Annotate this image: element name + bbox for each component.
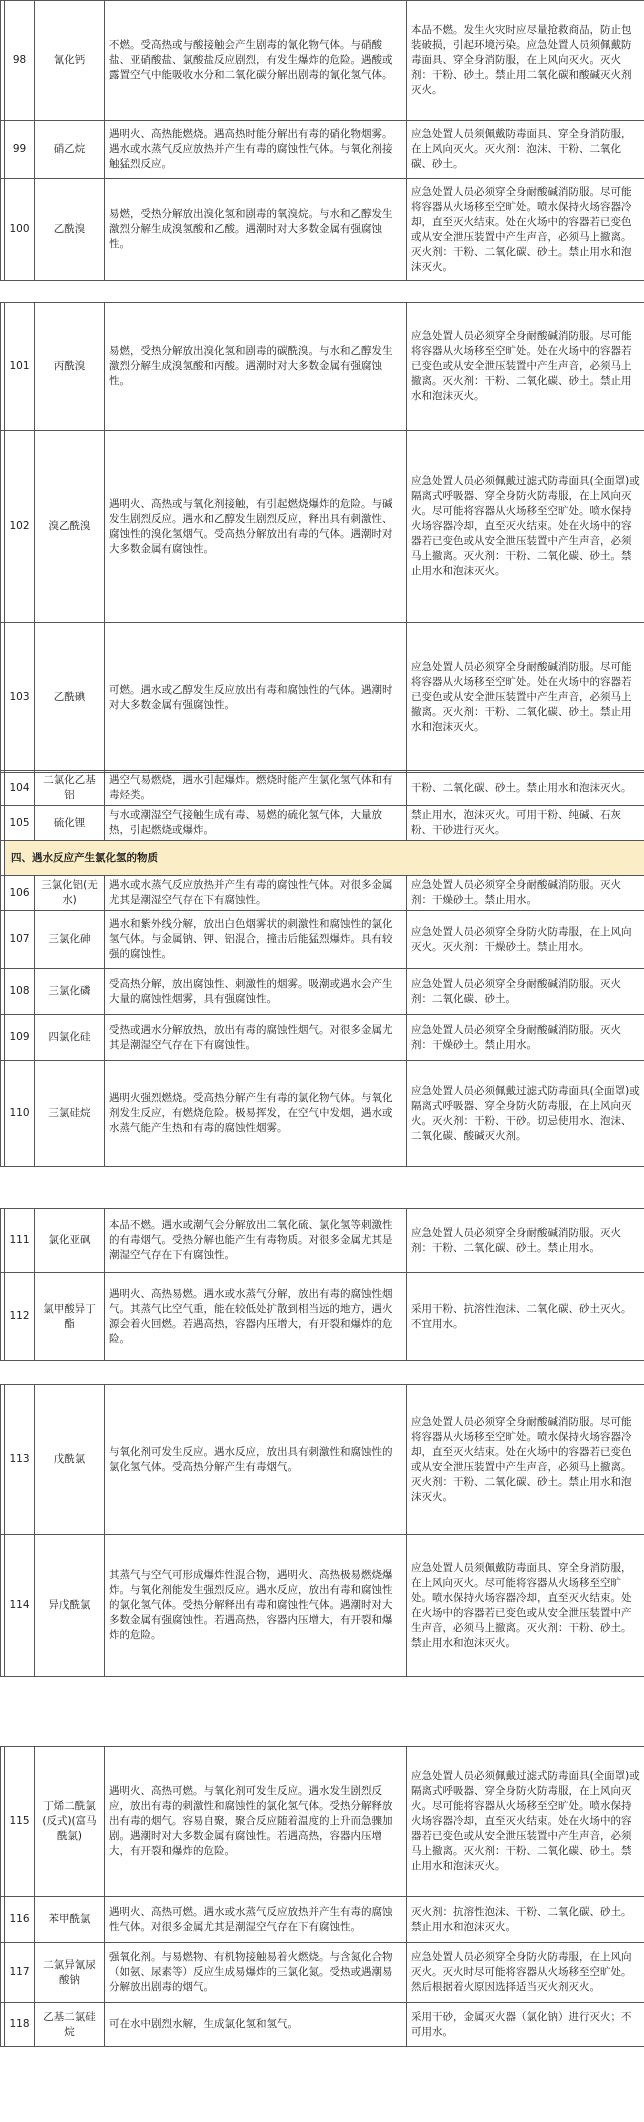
- chemical-name: 氯甲酸异丁酯: [35, 1273, 105, 1361]
- chemical-name: 二氯化乙基铝: [35, 771, 105, 806]
- emergency-response: 应急处置人员必须穿全身耐酸碱消防服。尽可能将容器从火场移至空旷处。喷水保持火场容器冷却，直至灭火结束。处在火场中的容器若已变色或从安全泄压装置中产生声音，必须马上撤离。灭火剂：干粉、二氧化碳、砂土。禁止用水和泡沫灭火。: [407, 179, 644, 281]
- hazard-description: 与氧化剂可发生反应。遇水反应，放出具有刺激性和腐蚀性的氯化氢气体。受高热分解产生有毒烟气。: [105, 1385, 407, 1535]
- hazard-description: 遇空气易燃烧，遇水引起爆炸。燃烧时能产生氯化氢气体和有毒烃类。: [105, 771, 407, 806]
- chemical-name: 乙酰碘: [35, 623, 105, 773]
- hazard-description: 遇水和紫外线分解，放出白色烟雾状的刺激性和腐蚀性的氯化氢气体。与金属钠、钾、铝混合，撞击后能猛烈爆炸。具有较强的腐蚀性。: [105, 911, 407, 969]
- hazard-description: 本品不燃。遇水或潮气会分解放出二氧化硫、氯化氢等刺激性的有毒烟气。受热分解也能产生有毒物质。对很多金属尤其是潮湿空气存在下有腐蚀性。: [105, 1209, 407, 1273]
- hazard-description: 受高热分解，放出腐蚀性、刺激性的烟雾。吸潮或遇水会产生大量的腐蚀性烟雾，具有强腐蚀性。: [105, 969, 407, 1015]
- emergency-response: 应急处置人员须佩戴防毒面具、穿全身消防服，在上风向灭火。尽可能将容器从火场移至空旷处。喷水保持火场容器冷却，直至灭火结束。处在火场中的容器若已变色或从安全泄压装置中产生声音，必须马上撤离。灭火剂：干粉、砂土。禁止用水和泡沫灭火。: [407, 1535, 644, 1677]
- table-row: [1, 303, 644, 431]
- table-row: [1, 179, 644, 281]
- chemical-name: 戊酰氯: [35, 1385, 105, 1535]
- chemical-name: 丙酰溴: [35, 303, 105, 431]
- emergency-response: 应急处置人员必须穿全身耐酸碱消防服。尽可能将容器从火场移至空旷处。喷水保持火场容器冷却，直至灭火结束。处在火场中的容器若已变色或从安全泄压装置中产生声音，必须马上撤离。灭火剂：干粉、二氧化碳、砂土。禁止用水和泡沫灭火。: [407, 1385, 644, 1535]
- row-number: 116: [5, 1897, 35, 1943]
- emergency-response: 应急处置人员必须穿全身耐酸碱消防服。尽可能将容器从火场移至空旷处。处在火场中的容器若已变色或从安全泄压装置中产生声音，必须马上撤离。灭火剂：干粉、二氧化碳、砂土。禁止用水和泡沫灭火。: [407, 623, 644, 773]
- row-number: 115: [5, 1747, 35, 1897]
- table-row: [1, 431, 644, 623]
- table-row: [1, 1061, 644, 1167]
- table-row: [1, 1747, 644, 1897]
- section-header-row: [1, 841, 644, 876]
- table-row: [1, 2003, 644, 2047]
- emergency-response: 采用干粉、抗溶性泡沫、二氧化碳、砂土灭火。不宜用水。: [407, 1273, 644, 1361]
- chemical-name: 四氯化硅: [35, 1015, 105, 1061]
- hazard-description: 易燃，受热分解放出溴化氢和剧毒的碳酰溴。与水和乙醇发生激烈分解生成溴氢酸和丙酸。遇潮时对大多数金属有强腐蚀性。: [105, 303, 407, 431]
- chemical-name: 三氯化铝(无水): [35, 876, 105, 911]
- chemical-name: 硝乙烷: [35, 121, 105, 179]
- table-row: [1, 1897, 644, 1943]
- table-row: [1, 1943, 644, 2003]
- chemical-name: 异戊酰氯: [35, 1535, 105, 1677]
- emergency-response: 应急处置人员必须穿全身防火防毒服，在上风向灭火。灭火时尽可能将容器从火场移至空旷处。然后根据着火原因选择适当灭火剂灭火。: [407, 1943, 644, 2003]
- row-number: 101: [5, 303, 35, 431]
- hazard-description: 受热或遇水分解放热，放出有毒的腐蚀性烟气。对很多金属尤其是潮湿空气存在下有腐蚀性。: [105, 1015, 407, 1061]
- table-block-3: [0, 770, 644, 1167]
- hazard-description: 其蒸气与空气可形成爆炸性混合物，遇明火、高热极易燃烧爆炸。与氧化剂能发生强烈反应。遇水反应，放出有毒和腐蚀性的氯化氢气体。受热分解释出有毒和腐蚀性气体。遇潮时对大多数金属有强腐蚀性。若遇高热，容器内压增大，有开裂和爆炸的危险。: [105, 1535, 407, 1677]
- hazard-description: 遇明火、高热能燃烧。遇高热时能分解出有毒的硝化物烟雾。遇水或水蒸气反应放热并产生有毒的腐蚀性气体。与氧化剂接触猛烈反应。: [105, 121, 407, 179]
- emergency-response: 本品不燃。发生火灾时应尽量抢救商品，防止包装破损，引起环境污染。应急处置人员须佩戴防毒面具、穿全身消防服，在上风向灭火。灭火剂：干粉、砂土。禁止用二氧化碳和酸碱灭火剂灭火。: [407, 1, 644, 121]
- table-row: [1, 121, 644, 179]
- emergency-response: 应急处置人员必须佩戴过滤式防毒面具(全面罩)或隔离式呼吸器、穿全身防火防毒服，在上风向灭火。尽可能将容器从火场移至空旷处。喷水保持火场容器冷却，直至灭火结束。处在火场中的容器若已变色或从安全泄压装置中产生声音，必须马上撤离。灭火剂：干粉、二氧化碳、砂土。禁止用水和泡沫灭火。: [407, 431, 644, 623]
- chemical-name: 三氯化砷: [35, 911, 105, 969]
- row-number: 114: [5, 1535, 35, 1677]
- hazard-description: 强氧化剂。与易燃物、有机物接触易着火燃烧。与含氮化合物（如氨、尿素等）反应生成易爆炸的三氯化氮。受热或遇潮易分解放出剧毒的烟气。: [105, 1943, 407, 2003]
- table-block-4: [0, 1208, 644, 1361]
- hazard-description: 遇明火、高热可燃。与氧化剂可发生反应。遇水发生剧烈反应，放出有毒的刺激性和腐蚀性的氯化氢气体。受热分解释放出有毒的烟气。容易自聚，聚合反应随着温度的上升而急骤加剧。遇潮时对大多数金属有腐蚀性。若遇高热，容器内压增大，有开裂和爆炸的危险。: [105, 1747, 407, 1897]
- chemical-name: 乙酰溴: [35, 179, 105, 281]
- emergency-response: 应急处置人员必须穿全身耐酸碱消防服。灭火剂：二氧化碳、砂土。: [407, 969, 644, 1015]
- emergency-response: 干粉、二氧化碳、砂土。禁止用水和泡沫灭火。: [407, 771, 644, 806]
- table-row: [1, 876, 644, 911]
- hazard-description: 遇水或水蒸气反应放热并产生有毒的腐蚀性气体。对很多金属尤其是潮湿空气存在下有腐蚀性。: [105, 876, 407, 911]
- emergency-response: 采用干砂，金属灭火器（氯化钠）进行灭火；不可用水。: [407, 2003, 644, 2047]
- hazard-description: 遇明火、高热或与氧化剂接触，有引起燃烧爆炸的危险。与碱发生剧烈反应。遇水和乙醇发生剧烈反应，释出具有刺激性、腐蚀性的溴化氢烟气。受高热分解放出有毒的气体。遇潮时对大多数金属有腐蚀性。: [105, 431, 407, 623]
- row-number: 99: [5, 121, 35, 179]
- chemical-name: 氰化钙: [35, 1, 105, 121]
- chemical-name: 乙基二氯硅烷: [35, 2003, 105, 2047]
- table-block-6: [0, 1746, 644, 2047]
- row-number: 112: [5, 1273, 35, 1361]
- row-number: 117: [5, 1943, 35, 2003]
- chemical-name: 苯甲酰氯: [35, 1897, 105, 1943]
- hazard-description: 易燃，受热分解放出溴化氢和剧毒的氧溴烷。与水和乙醇发生激烈分解生成溴氢酸和乙酸。遇潮时对大多数金属有强腐蚀性。: [105, 179, 407, 281]
- chemical-name: 硫化锂: [35, 806, 105, 841]
- table-block-1: [0, 0, 644, 281]
- chemical-name: 溴乙酰溴: [35, 431, 105, 623]
- row-number: 107: [5, 911, 35, 969]
- row-number: 111: [5, 1209, 35, 1273]
- emergency-response: 应急处置人员必须穿全身耐酸碱消防服。灭火剂：干燥砂土。禁止用水。: [407, 876, 644, 911]
- hazard-description: 遇明火强烈燃烧。受高热分解产生有毒的氯化物气体。与氧化剂发生反应，有燃烧危险。极易挥发，在空气中发烟，遇水或水蒸气能产生热和有毒的腐蚀性烟雾。: [105, 1061, 407, 1167]
- chemical-name: 丁烯二酰氯(反式)(富马酰氯): [35, 1747, 105, 1897]
- chemical-name: 氯化亚砜: [35, 1209, 105, 1273]
- table-row: [1, 969, 644, 1015]
- table-row: [1, 1535, 644, 1677]
- table-row: [1, 1209, 644, 1273]
- row-number: 118: [5, 2003, 35, 2047]
- emergency-response: 禁止用水，泡沫灭火。可用干粉、纯碱、石灰粉、干砂进行灭火。: [407, 806, 644, 841]
- emergency-response: 应急处置人员必须穿全身耐酸碱消防服。尽可能将容器从火场移至空旷处。处在火场中的容器若已变色或从安全泄压装置中产生声音，必须马上撤离。灭火剂：干粉、二氧化碳、砂土。禁止用水和泡沫灭火。: [407, 303, 644, 431]
- emergency-response: 应急处置人员必须穿全身防火防毒服，在上风向灭火。灭火剂：干燥砂土。禁止用水。: [407, 911, 644, 969]
- hazard-description: 遇明火、高热可燃。遇水或水蒸气反应放热并产生有毒的腐蚀性气体。对很多金属尤其是潮湿空气存在下有腐蚀性。: [105, 1897, 407, 1943]
- hazard-description: 与水或潮湿空气接触生成有毒、易燃的硫化氢气体，大量放热，引起燃烧或爆炸。: [105, 806, 407, 841]
- hazard-description: 可在水中剧烈水解，生成氯化氢和氢气。: [105, 2003, 407, 2047]
- chemical-name: 二氯异氰尿酸钠: [35, 1943, 105, 2003]
- emergency-response: 应急处置人员必须穿全身耐酸碱消防服。灭火剂：干燥砂土。禁止用水。: [407, 1015, 644, 1061]
- table-row: [1, 911, 644, 969]
- row-number: 104: [5, 771, 35, 806]
- row-number: 113: [5, 1385, 35, 1535]
- table-row: [1, 1, 644, 121]
- hazard-description: 可燃。遇水或乙醇发生反应放出有毒和腐蚀性的气体。遇潮时对大多数金属有强腐蚀性。: [105, 623, 407, 773]
- row-number: 110: [5, 1061, 35, 1167]
- row-number: 108: [5, 969, 35, 1015]
- chemical-name: 三氯化磷: [35, 969, 105, 1015]
- row-number: 105: [5, 806, 35, 841]
- emergency-response: 灭火剂：抗溶性泡沫、干粉、二氧化碳、砂土。禁止用水和泡沫灭火。: [407, 1897, 644, 1943]
- row-number: 106: [5, 876, 35, 911]
- table-row: [1, 1385, 644, 1535]
- row-number: 103: [5, 623, 35, 773]
- emergency-response: 应急处置人员必须佩戴过滤式防毒面具(全面罩)或隔离式呼吸器、穿全身防火防毒服，在上风向灭火。灭火剂：干粉、干砂。切忌使用水、泡沫、二氧化碳、酸碱灭火剂。: [407, 1061, 644, 1167]
- section-title: 四、遇水反应产生氯化氢的物质: [5, 841, 644, 876]
- table-block-5: [0, 1384, 644, 1677]
- hazard-description: 遇明火、高热易燃。遇水或水蒸气分解，放出有毒的腐蚀性烟气。其蒸气比空气重，能在较低处扩散到相当远的地方，遇火源会着火回燃。若遇高热，容器内压增大，有开裂和爆炸的危险。: [105, 1273, 407, 1361]
- emergency-response: 应急处置人员必须穿全身耐酸碱消防服。灭火剂：干粉、二氧化碳、砂土。禁止用水。: [407, 1209, 644, 1273]
- row-number: 98: [5, 1, 35, 121]
- row-number: 102: [5, 431, 35, 623]
- table-row: [1, 623, 644, 773]
- emergency-response: 应急处置人员须佩戴防毒面具、穿全身消防服，在上风向灭火。灭火剂：泡沫、干粉、二氧化碳、砂土。: [407, 121, 644, 179]
- table-row: [1, 1273, 644, 1361]
- table-row: [1, 806, 644, 841]
- emergency-response: 应急处置人员必须佩戴过滤式防毒面具(全面罩)或隔离式呼吸器、穿全身防火防毒服，在上风向灭火。尽可能将容器从火场移至空旷处。喷水保持火场容器冷却，直至灭火结束。处在火场中的容器若已变色或从安全泄压装置中产生声音，必须马上撤离。灭火剂：干粉、二氧化碳、砂土。禁止用水和泡沫灭火。: [407, 1747, 644, 1897]
- row-number: 100: [5, 179, 35, 281]
- hazard-description: 不燃。受高热或与酸接触会产生剧毒的氰化物气体。与硝酸盐、亚硝酸盐、氯酸盐反应剧烈，有发生爆炸的危险。遇酸或露置空气中能吸收水分和二氧化碳分解出剧毒的氰化氢气体。: [105, 1, 407, 121]
- table-row: [1, 1015, 644, 1061]
- chemical-name: 三氯硅烷: [35, 1061, 105, 1167]
- row-number: 109: [5, 1015, 35, 1061]
- table-row: [1, 771, 644, 806]
- table-block-2: [0, 302, 644, 773]
